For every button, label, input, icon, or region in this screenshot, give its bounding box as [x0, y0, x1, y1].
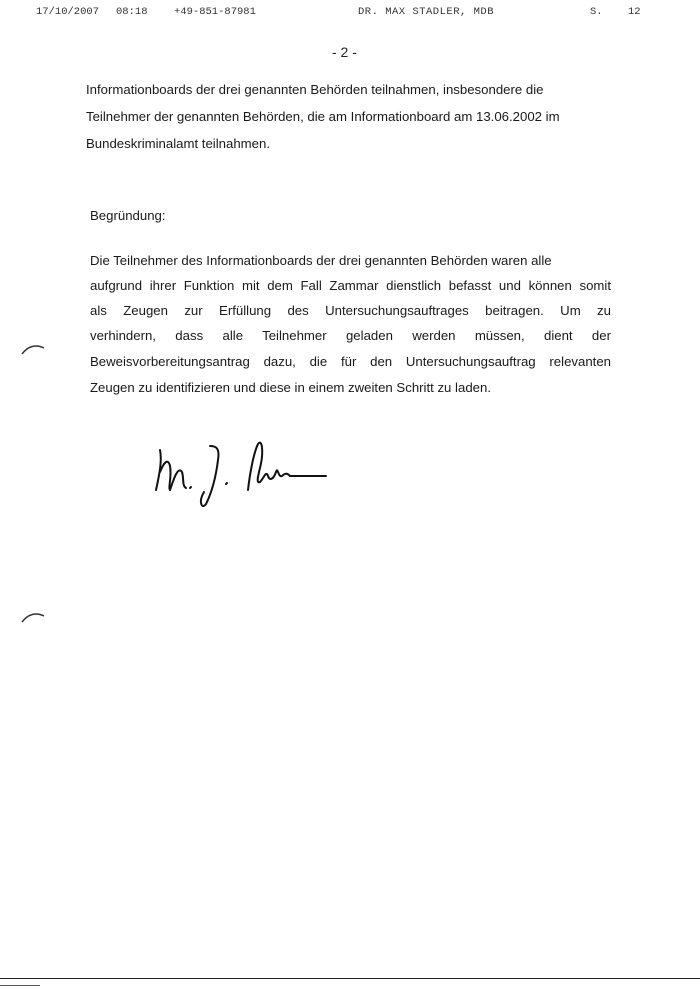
punch-hole-mark	[20, 340, 50, 360]
fax-date: 17/10/2007	[36, 6, 100, 18]
reasoning-line-1: Die Teilnehmer des Informationboards der drei genannten Behörden waren alle	[90, 253, 552, 268]
reasoning-line-6: Zeugen zu identifizieren und diese in einem zweiten Schritt zu laden.	[90, 380, 491, 395]
intro-line-2: Teilnehmer der genannten Behörden, die am Informationboard am 13.06.2002 im	[86, 109, 560, 124]
reasoning-line-2: aufgrund ihrer Funktion mit dem Fall Zammar dienstlich befasst und können somit	[90, 278, 611, 293]
page-bottom-border	[0, 978, 700, 979]
fax-page-number: 12	[628, 6, 641, 18]
page-bottom-border	[0, 985, 40, 986]
fax-header	[0, 6, 700, 22]
punch-hole-mark	[20, 608, 50, 628]
page-number: - 2 -	[332, 44, 357, 60]
fax-page-label: S.	[590, 6, 603, 18]
intro-line-1: Informationboards der drei genannten Behörden teilnahmen, insbesondere die	[86, 82, 544, 97]
handwritten-signature	[150, 432, 330, 512]
fax-sender: DR. MAX STADLER, MDB	[358, 6, 495, 18]
reasoning-line-4: verhindern, dass alle Teilnehmer geladen werden müssen, dient der	[90, 328, 611, 343]
intro-line-3: Bundeskriminalamt teilnahmen.	[86, 136, 270, 151]
fax-time: 08:18	[116, 6, 148, 18]
reasoning-line-3: als Zeugen zur Erfüllung des Untersuchungsauftrages beitragen. Um zu	[90, 303, 611, 318]
reasoning-line-5: Beweisvorbereitungsantrag dazu, die für den Untersuchungsauftrag relevanten	[90, 354, 611, 369]
fax-phone: +49-851-87981	[174, 6, 256, 18]
reasoning-heading: Begründung:	[90, 208, 166, 223]
